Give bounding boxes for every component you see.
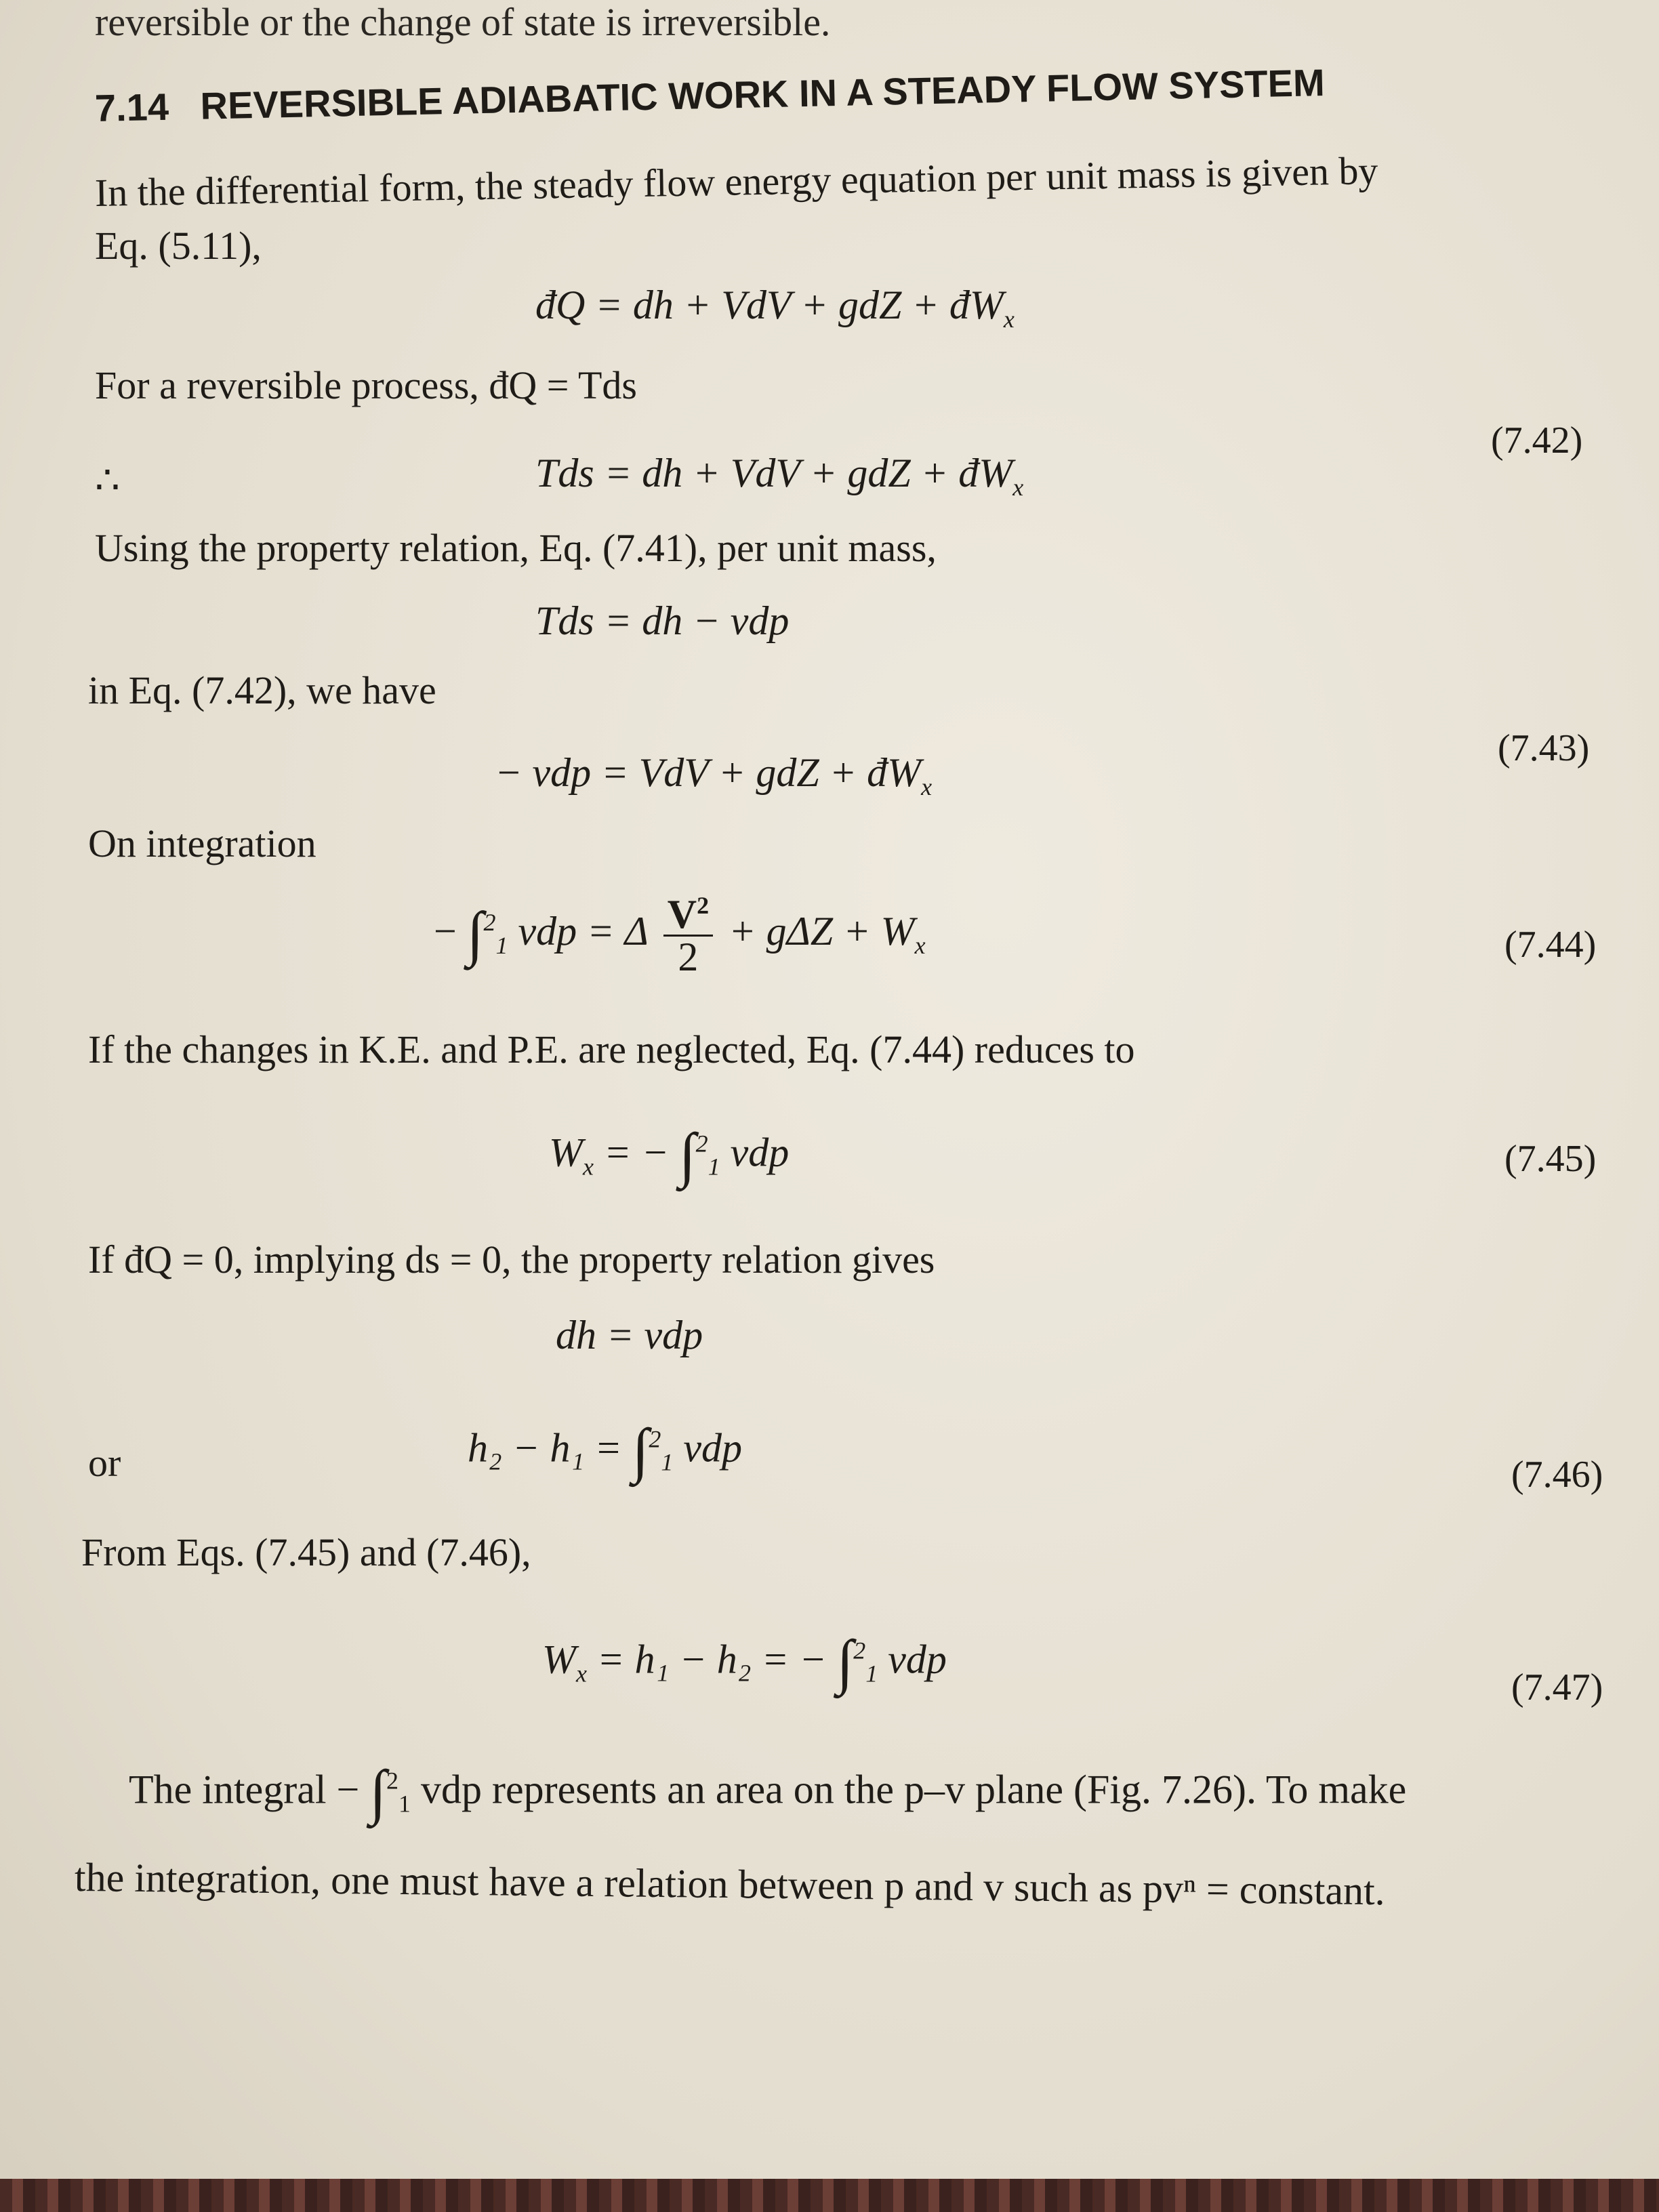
fraction-v-squared-over-2: $\frac{V^2}{2}$ (663, 893, 713, 977)
intro-line-2: Eq. (5.11), (95, 224, 262, 268)
paragraph-line-2: the integration, one must have a relation between p and v such as pvⁿ = constant. (74, 1855, 1386, 1914)
equation-7-45: $W_x$ = − ∫$^2_1$ vdp (549, 1122, 790, 1189)
or-label: or (88, 1441, 121, 1485)
equation-number-7-44: (7.44) (1504, 924, 1597, 966)
integral-sign: ∫ (678, 1122, 696, 1189)
integral-sign: ∫ (369, 1759, 387, 1826)
integration-text: On integration (88, 821, 316, 865)
adiabatic-text: If đQ = 0, implying ds = 0, the property relation gives (88, 1237, 935, 1282)
section-title: REVERSIBLE ADIABATIC WORK IN A STEADY FLOW SYSTEM (199, 60, 1326, 127)
equation-7-42: Tds = dh + VdV + gdZ + $đW_x$ (535, 451, 1024, 501)
integral-sign: ∫ (466, 900, 484, 968)
property-relation-text: Using the property relation, Eq. (7.41), per unit mass, (95, 526, 937, 570)
neglect-text: If the changes in K.E. and P.E. are neglected, Eq. (7.44) reduces to (88, 1027, 1135, 1071)
from-eqs-text: From Eqs. (7.45) and (7.46), (81, 1530, 531, 1574)
equation-number-7-43: (7.43) (1498, 727, 1590, 769)
equation-number-7-47: (7.47) (1511, 1666, 1603, 1708)
section-number: 7.14 (94, 85, 169, 129)
integral-sign: ∫ (836, 1629, 854, 1696)
equation-sfee: đQ = dh + VdV + gdZ + $đW_x$ (535, 283, 1015, 333)
equation-property: Tds = dh − vdp (535, 598, 790, 643)
equation-number-7-46: (7.46) (1511, 1454, 1603, 1496)
paragraph-line-1: The integral − ∫$^2_1$ vdp represents an area on the p–v plane (Fig. 7.26). To make (129, 1759, 1407, 1826)
equation-7-44: − ∫$^2_1$ vdp = Δ $\frac{V^2}{2}$ + $g\Delta Z + W_x$ (434, 892, 926, 979)
equation-7-47: $W_x = h_1 - h_2$ = − ∫$^2_1$ vdp (542, 1629, 947, 1696)
therefore-symbol: ∴ (95, 458, 120, 502)
section-heading (94, 60, 1326, 129)
in-eq-text: in Eq. (7.42), we have (88, 668, 436, 712)
equation-dh: dh = vdp (556, 1313, 703, 1357)
reversible-process-text: For a reversible process, đQ = Tds (95, 363, 637, 407)
top-fragment-text: reversible or the change of state is irreversible. (95, 0, 831, 44)
integral-sign: ∫ (632, 1417, 649, 1484)
equation-7-43: − vdp = VdV + gdZ + $đW_x$ (495, 750, 933, 800)
equation-number-7-42: (7.42) (1491, 419, 1583, 462)
page-bottom-edge (0, 2179, 1659, 2212)
intro-line-1: In the differential form, the steady flow energy equation per unit mass is given by (94, 148, 1378, 215)
equation-number-7-45: (7.45) (1504, 1138, 1597, 1180)
equation-7-46: h₂ − h₁ = ∫$^2_1$ vdp (468, 1417, 742, 1484)
